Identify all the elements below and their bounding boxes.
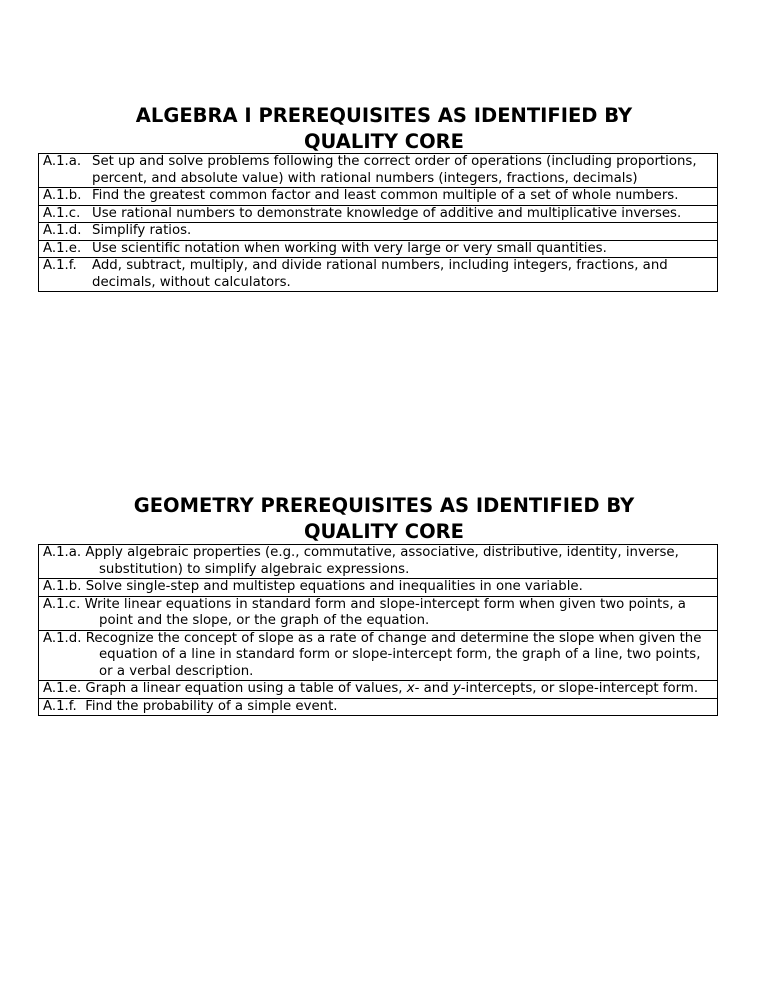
algebra-title-line-2: QUALITY CORE <box>303 130 465 153</box>
standard-text: Find the probability of a simple event. <box>85 698 338 714</box>
standard-code: A.1.e. <box>43 240 82 256</box>
standard-code: A.1.d. <box>43 223 82 238</box>
algebra-title-line-1: ALGEBRA I PREREQUISITES AS IDENTIFIED BY <box>135 104 633 127</box>
standard-text: Apply algebraic properties (e.g., commutative, associative, distributive, identity, inverse, substitution) to simplify algebraic expressions. <box>85 545 679 577</box>
standard-text: Find the greatest common factor and least common multiple of a set of whole numbers. <box>92 188 679 203</box>
standard-text-part: - and <box>414 681 453 696</box>
table-row <box>39 154 717 187</box>
standard-text: Write linear equations in standard form and slope-intercept form when given two points, a point and the slope, or the graph of the equation. <box>84 596 686 628</box>
standard-code: A.1.d. <box>43 630 82 646</box>
standard-text: Recognize the concept of slope as a rate of change and determine the slope when given the equation of a line in standard form or slope-intercept form, the graph of a line, two points, or a verbal description. <box>85 630 702 679</box>
standard-text <box>85 681 698 696</box>
table-row <box>39 698 717 716</box>
geometry-title-line-1: GEOMETRY PREREQUISITES AS IDENTIFIED BY <box>133 494 635 517</box>
geometry-section-title <box>0 493 768 545</box>
standard-code: A.1.b. <box>43 579 82 594</box>
standard-text-part: -intercepts, or slope-intercept form. <box>460 681 699 696</box>
table-row <box>39 257 717 291</box>
geometry-title-line-2: QUALITY CORE <box>303 520 465 543</box>
standard-code: A.1.c. <box>43 205 81 221</box>
table-row <box>39 545 717 578</box>
algebra-prerequisites-table <box>38 153 718 292</box>
table-row <box>39 205 717 223</box>
standard-text: Use rational numbers to demonstrate knowledge of additive and multiplicative inverses. <box>92 205 682 221</box>
standard-text: Use scientific notation when working with very large or very small quantities. <box>92 240 607 256</box>
standard-text: Add, subtract, multiply, and divide rational numbers, including integers, fractions, and decimals, without calculators. <box>92 258 668 290</box>
table-row <box>39 187 717 205</box>
table-row <box>39 630 717 681</box>
table-row <box>39 578 717 596</box>
geometry-prerequisites-table <box>38 544 718 716</box>
standard-code: A.1.f. <box>43 698 77 714</box>
standard-text: Simplify ratios. <box>92 223 192 238</box>
standard-code: A.1.b. <box>43 188 82 203</box>
standard-code: A.1.e. <box>43 681 82 696</box>
standard-text: Solve single-step and multistep equations and inequalities in one variable. <box>85 579 583 594</box>
table-row <box>39 680 717 698</box>
standard-code: A.1.a. <box>43 154 82 169</box>
table-row <box>39 596 717 630</box>
table-row <box>39 240 717 258</box>
standard-text-part: Graph a linear equation using a table of values, <box>85 681 407 696</box>
table-row <box>39 222 717 240</box>
variable-y: y <box>452 681 461 696</box>
standard-text: Set up and solve problems following the correct order of operations (including proportions, percent, and absolute value) with rational numbers (integers, fractions, decimals) <box>92 154 697 186</box>
algebra-section-title <box>0 103 768 155</box>
variable-x: x <box>406 681 415 696</box>
standard-code: A.1.f. <box>43 258 77 273</box>
standard-code: A.1.c. <box>43 596 81 612</box>
standard-code: A.1.a. <box>43 545 82 560</box>
